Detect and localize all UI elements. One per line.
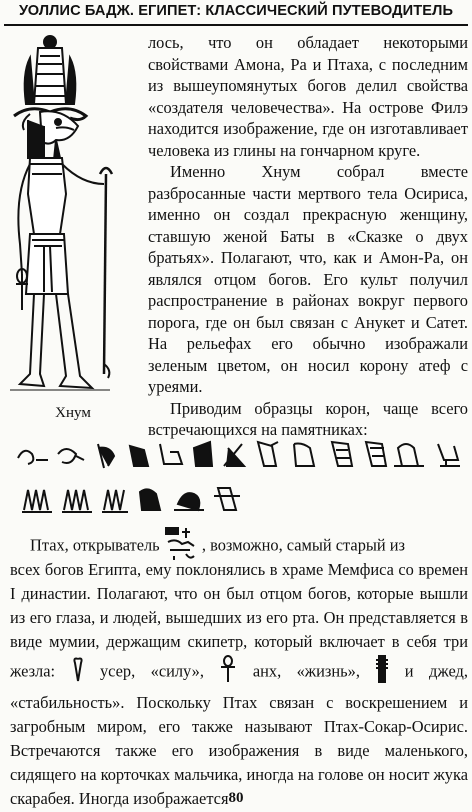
djed-glyph-icon (375, 654, 389, 691)
crown-glyph-icon (160, 444, 182, 464)
crown-glyph-icon (22, 490, 52, 512)
crown-glyph-icon (62, 490, 92, 512)
body-djed: и джед, «стабильность». Поскольку Птах связан с воскрешением и загробным миром, его также называют Птах-Сокар-Осирис. Встречаются также его изображения в виде маленького, сидящего на корточках мальчика, иногда на голове он носит жука скарабея. Иногда изображается (10, 661, 468, 808)
crown-glyph-row-2 (14, 482, 464, 518)
body-text-a: всех богов Египта, ему поклонялись в храме Мемфиса со времен I династии. Полагают, что он был отцом богов, которые вышли из его глаза, и людей, вышедших из его рта. Он представляется в виде мумии, держащим скипетр, который включает в себя три жезла: (10, 560, 468, 681)
crown-glyph-icon (438, 444, 460, 466)
paragraph-1: лось, что он обладает некоторыми свойствами Амона, Ра и Птаха, с последним из вышеупомянутых богов делил свойства «создателя человечества». На острове Филэ находится изображение, где он изготавливает человека из глины на гончарном круге. (148, 33, 468, 160)
body-ankh: анх, (252, 661, 282, 681)
crown-glyph-icon (258, 442, 278, 466)
figure-caption: Хнум (55, 405, 91, 421)
crown-glyph-icon (366, 442, 386, 466)
ptah-intro-before: Птах, открыватель (30, 535, 160, 555)
running-title: УОЛЛИС БАДЖ. ЕГИПЕТ: КЛАССИЧЕСКИЙ ПУТЕВОДИТЕЛЬ (18, 3, 454, 19)
crown-glyph-icon (332, 442, 352, 466)
paragraph-3: Приводим образцы корон, чаще всего встречающихся на памятниках: (148, 398, 468, 439)
right-column-text (148, 32, 468, 441)
usr-glyph-icon (71, 655, 85, 690)
khnum-figure-icon (0, 34, 150, 402)
paragraph-2: Именно Хнум собрал вместе разбросанные части мертвого тела Осириса, именно он создал прекрасную женщину, ставшую женой Баты в «Сказке о двух братьях». Полагают, что, как и Амон-Ра, он являлся отцом богов. Его культ получил распространение в районах вокруг первого порога, где он был связан с Анукет и Сатет. На рельефах его обычно изображали зеленым цветом, он носил корону атеф с уреями. (148, 162, 468, 396)
ptah-intro-after: , возможно, самый старый из (201, 535, 406, 555)
header-rule (4, 24, 468, 26)
crown-glyph-icon (130, 446, 148, 466)
crown-glyph-icon (294, 444, 314, 467)
crown-glyph-icon (394, 444, 424, 466)
crown-glyph-icon (98, 444, 114, 468)
crown-glyph-icon (18, 451, 48, 464)
crown-glyph-icon (194, 442, 212, 466)
body-usr: усер, «силу», (99, 661, 204, 681)
crown-glyph-icon (224, 444, 244, 466)
crown-glyph-row-1 (14, 438, 464, 474)
crown-glyph-icon (102, 490, 128, 512)
crown-glyph-icon (58, 449, 84, 463)
body-paragraph (10, 558, 468, 811)
body-zhizn: «жизнь», (296, 661, 360, 681)
crown-glyph-icon (214, 488, 240, 510)
page-number: 80 (228, 790, 244, 806)
crown-glyph-icon (174, 493, 204, 510)
crown-glyph-icon (140, 489, 160, 510)
body-text (10, 558, 468, 811)
ankh-glyph-icon (219, 655, 237, 690)
